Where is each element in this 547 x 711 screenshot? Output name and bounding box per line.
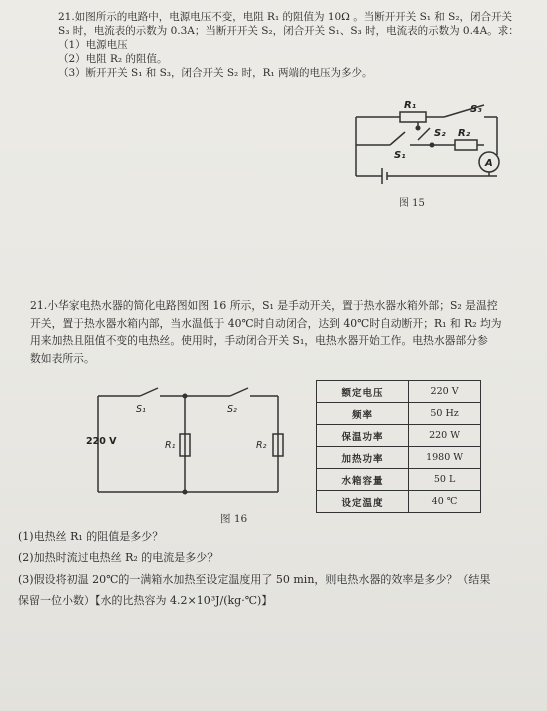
problem-line: 21.小华家电热水器的简化电路图如图 16 所示，S₁ 是手动开关，置于热水器水箱外部；S₂ 是温控 xyxy=(30,299,498,312)
sub-question-1: (1)电热丝 R₁ 的阻值是多少？ xyxy=(18,530,164,543)
problem-line: 21.如图所示的电路中，电源电压不变，电阻 R₁ 的阻值为 10Ω 。当断开开关 S₁ 和 S₂，闭合开关 xyxy=(58,11,513,23)
problem-line: 数如表所示。 xyxy=(30,351,95,365)
label-s1-fig16: S₁ xyxy=(136,404,146,415)
table-row xyxy=(317,381,481,403)
problem-21-circuit-text xyxy=(58,10,538,80)
table-key: 设定温度 xyxy=(317,491,409,513)
ammeter xyxy=(479,152,499,172)
sub-question-3: (3)假设将初温 20℃的一满箱水加热至设定温度用了 50 min，则电热水器的效率是多少？（结果 xyxy=(18,573,491,586)
problem-line: S₃ 时，电流表的示数为 0.3A；当断开开关 S₂，闭合开关 S₁、S₃ 时，电流表的示数为 0.4A。求： xyxy=(58,25,519,37)
label-r1-fig16: R₁ xyxy=(165,440,176,451)
label-voltage-fig16: 220 V xyxy=(86,436,117,447)
table-value: 220 V xyxy=(409,381,481,403)
sub-question-2: (2)加热时流过电热丝 R₂ 的电流是多少？ xyxy=(18,551,219,564)
heater-spec-table xyxy=(316,380,481,513)
label-r2: R₂ xyxy=(458,128,471,139)
problem-line: 开关，置于热水器水箱内部，当水温低于 40℃时自动闭合，达到 40℃时自动断开；R₁ 和 R₂ 均为 xyxy=(30,316,502,330)
table-row xyxy=(317,447,481,469)
table-value: 1980 W xyxy=(409,447,481,469)
table-key: 加热功率 xyxy=(317,447,409,469)
resistor-r2 xyxy=(455,140,477,150)
label-r1: R₁ xyxy=(404,100,417,111)
problem-line: （3）断开开关 S₁ 和 S₃，闭合开关 S₂ 时，R₁ 两端的电压为多少。 xyxy=(58,67,373,79)
problem-line: 用来加热且阻值不变的电热丝。使用时，手动闭合开关 S₁，电热水器开始工作。电热水器部分参 xyxy=(30,334,488,347)
table-row xyxy=(317,403,481,425)
problem-line: （1）电源电压 xyxy=(58,39,128,51)
table-value: 50 L xyxy=(409,469,481,491)
label-ammeter: A xyxy=(485,158,493,169)
table-row xyxy=(317,469,481,491)
resistor-r2-fig16 xyxy=(273,434,283,456)
table-key: 保温功率 xyxy=(317,425,409,447)
table-value: 40 ℃ xyxy=(409,491,481,513)
table-key: 频率 xyxy=(317,403,409,425)
caption-fig16: 图 16 xyxy=(220,513,248,525)
label-s2: S₂ xyxy=(434,128,446,139)
problem-21-heater-text xyxy=(30,297,502,367)
resistor-r1 xyxy=(400,112,426,122)
sub-question-3-cont: 保留一位小数）【水的比热容为 4.2×10³J/(kg·℃)】 xyxy=(18,594,273,607)
caption-fig15: 图 15 xyxy=(399,198,425,209)
table-key: 额定电压 xyxy=(317,381,409,403)
table-value: 50 Hz xyxy=(409,403,481,425)
label-r2-fig16: R₂ xyxy=(256,440,267,451)
figure-16-circuit xyxy=(98,388,283,494)
label-s1: S₁ xyxy=(394,150,406,161)
label-s3: S₃ xyxy=(470,104,482,115)
resistor-r1-fig16 xyxy=(180,434,190,456)
problem-line: （2）电阻 R₂ 的阻值。 xyxy=(58,53,168,65)
label-s2-fig16: S₂ xyxy=(227,404,237,415)
table-key: 水箱容量 xyxy=(317,469,409,491)
table-value: 220 W xyxy=(409,425,481,447)
table-row xyxy=(317,425,481,447)
table-row xyxy=(317,491,481,513)
